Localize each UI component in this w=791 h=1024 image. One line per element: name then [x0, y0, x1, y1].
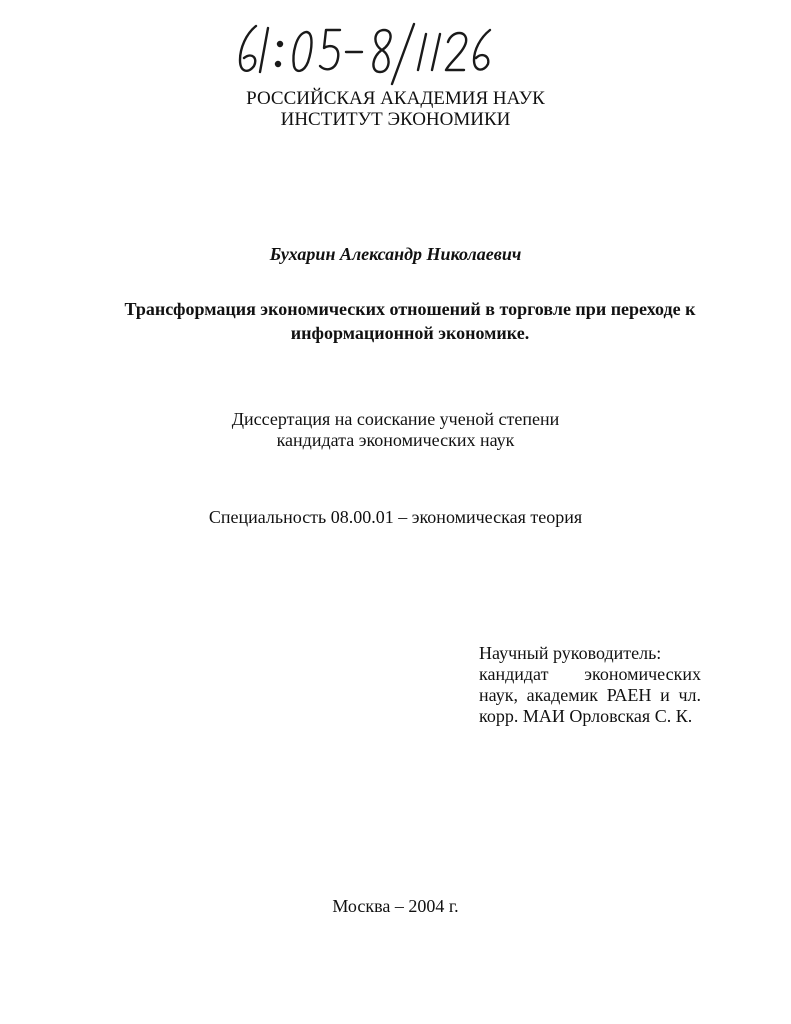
title-line-1: Трансформация экономических отношений в торговле при переходе к — [124, 299, 696, 319]
dissertation-title — [95, 297, 725, 345]
organization-line-2: ИНСТИТУТ ЭКОНОМИКИ — [280, 109, 511, 130]
specialty: Специальность 08.00.01 – экономическая теория — [208, 507, 583, 527]
handwritten-archive-code — [228, 14, 508, 88]
degree-line-1: Диссертация на соискание ученой степени — [231, 409, 560, 429]
city-year: Москва – 2004 г. — [332, 896, 459, 916]
organization-header — [0, 88, 791, 130]
organization-line-1: РОССИЙСКАЯ АКАДЕМИЯ НАУК — [246, 88, 545, 109]
supervisor-line-2: наук, академик РАЕН и чл. — [479, 685, 701, 705]
degree-line-2: кандидата экономических наук — [276, 430, 515, 450]
supervisor-line-3: корр. МАИ Орловская С. К. — [479, 706, 693, 726]
title-line-2: информационной экономике. — [290, 323, 530, 343]
supervisor-block — [479, 643, 701, 727]
degree-statement — [0, 409, 791, 451]
supervisor-line-1: кандидат экономических — [479, 664, 701, 684]
author-name: Бухарин Александр Николаевич — [269, 244, 522, 264]
supervisor-heading: Научный руководитель: — [479, 643, 662, 663]
